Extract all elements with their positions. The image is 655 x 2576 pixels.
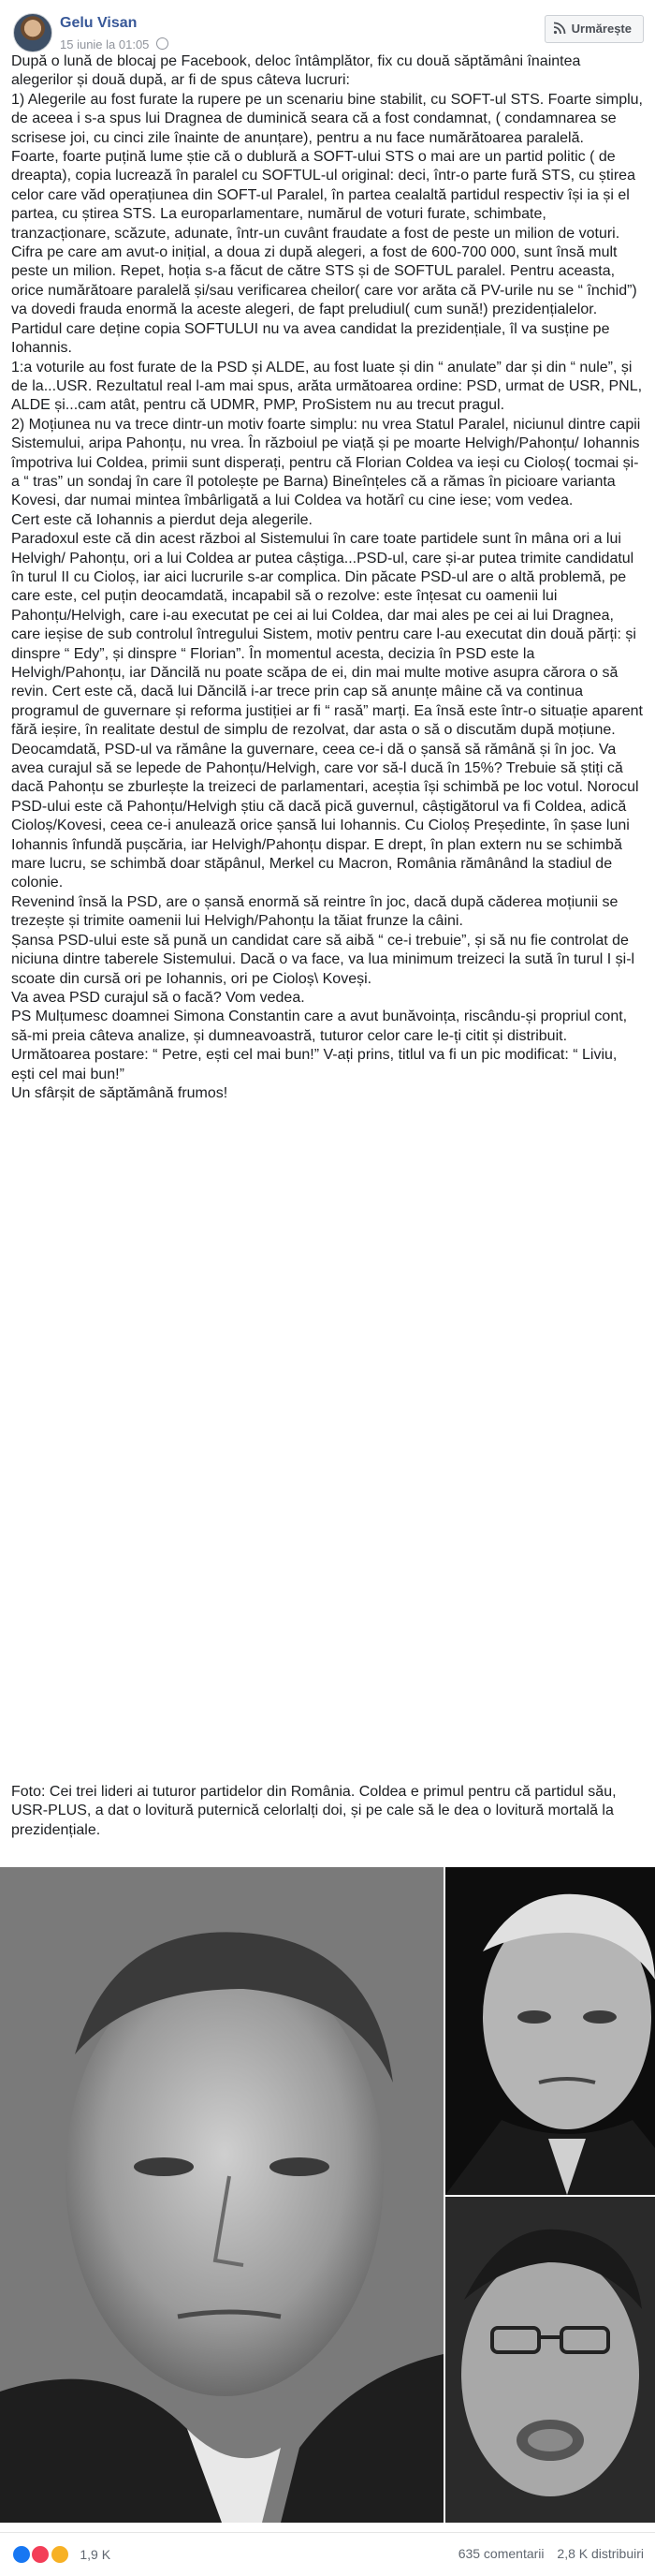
photo-top-right-portrait[interactable] — [445, 1867, 655, 2195]
comments-count[interactable]: 635 comentarii — [458, 2546, 545, 2561]
photo-caption: Foto: Cei trei lideri ai tuturor partidelor din România. Coldea e primul pentru că partidul său, USR-PLUS, a dat o lovitură puternică celorlalți doi, și pe cale să le dea o lovitură mortală la prezidențiale. — [11, 1784, 617, 1838]
post-meta — [60, 37, 168, 52]
author-name[interactable]: Gelu Visan — [60, 15, 138, 31]
reaction-count[interactable]: 1,9 K — [80, 2547, 111, 2562]
portrait-image — [445, 1867, 655, 2195]
post-timestamp[interactable]: 15 iunie la 01:05 — [60, 37, 150, 52]
author-avatar[interactable] — [13, 13, 52, 52]
love-icon — [30, 2544, 51, 2565]
photo-main-portrait[interactable] — [0, 1867, 444, 2523]
post-stats — [449, 2546, 644, 2561]
photo-collage[interactable] — [0, 1867, 655, 2523]
globe-icon — [156, 37, 168, 50]
like-icon — [11, 2544, 32, 2565]
shares-count[interactable]: 2,8 K distribuiri — [557, 2546, 644, 2561]
photo-bottom-right-portrait[interactable] — [445, 2197, 655, 2523]
portrait-image — [0, 1867, 444, 2523]
rss-feed-icon — [553, 22, 566, 35]
follow-label: Urmărește — [571, 22, 632, 36]
reactions-summary[interactable] — [11, 2544, 110, 2565]
post-footer — [0, 2532, 655, 2576]
wow-icon — [50, 2544, 70, 2565]
portrait-image — [445, 2197, 655, 2523]
follow-button[interactable] — [545, 15, 644, 43]
post-body-text: După o lună de blocaj pe Facebook, deloc întâmplător, fix cu două săptămâni înaintea alegerilor și două după, ar fi de spus câteva lucruri: 1) Alegerile au fost furate la rupere pe un scenariu bine stabilit, cu SOFT-ul STS. Foarte simplu, de aceea i s-a spus lui Dragnea de duminică seara că a fost condamnat, ( condamnarea se scrisese joi, cu cinci zile înainte de anunțare), pentru a nu face numărătoarea paralelă. Foarte, foarte puțină lume știe că o dublură a SOFT-ului STS o mai are un partid politic ( de dreapta), copia lucrează în paralel cu SOFTUL-ul original: deci, într-o parte fură STS, cu știrea celor care văd operațiunea din SOFT-ul Paralel, în partea cealaltă partidul respectiv își ia și el partea, cu știrea STS. La europarlamentare, numărul de voturi furate, schimbate, tranzacționare, scăzute, adunate, într-un cuvânt fraudate a fost de peste un milion de voturi. Cifra pe care am avut-o inițial, a doua zi după alegeri, a fost de 600-700 000, sunt însă mult peste un milion. Repet, hoția s-a făcut de către STS și de SOFTUL paralel. Pentru aceasta, orice numărătoare paralelă și/sau verificarea cheilor( care vor arăta că PV-urile nu se “ închid”) va dovedi frauda enormă la aceste alegeri, de fapt preludiul( cum sună!) prezidențialelor. Partidul care deține copia SOFTULUI nu va avea candidat la prezidențiale, îl va susține pe Iohannis. 1:a voturile au fost furate de la PSD și ALDE, au fost luate și din “ anulate” dar și din “ nule”, și de la...USR. Rezultatul real l-am mai spus, arăta următoarea ordine: PSD, urmat de USR, PNL, ALDE și...cam atât, pentru că UDMR, PMP, ProSistem nu au trecut pragul. 2) Moțiunea nu va trece dintr-un motiv foarte simplu: nu vrea Statul Paralel, niciunul dintre capii Sistemului, aripa Pahonțu, nu vrea. În războiul pe viață și pe moarte Helvigh/Pahonțu/ Iohannis împotriva lui Coldea, primii sunt disperați, pentru că Florian Coldea va ieși cu Cioloș( tocmai și-a “ tras” un sondaj în care îl potolește pe Barna) Bineînțeles că a rămas în picioare varianta Kovesi, dar numai mintea îmbârligată a lui Coldea va hotărî cu cine iese; vom vedea. Cert este că Iohannis a pierdut deja alegerile. Paradoxul este că din acest război al Sistemului în care toate partidele sunt în mâna ori a lui Helvigh/ Pahonțu, ori a lui Coldea ar putea câștiga...PSD-ul, care și-ar putea trimite candidatul în turul II cu Cioloș, iar aici lucrurile s-ar complica. Din păcate PSD-ul are o altă problemă, pe care este, cel puțin deocamdată, incapabil să o rezolve: este înțesat cu oamenii lui Pahonțu/Helvigh, care i-au executat pe cei ai lui Coldea, dar mai ales pe cei ai lui Dragnea, care ieșise de sub controlul întregului Sistem, motiv pentru care l-au executat din două părți: și dinspre “ Edy”, și dinspre “ Florian”. În momentul acesta, decizia în PSD este la Helvigh/Pahonțu, iar Dăncilă nu poate scăpa de ei, din mai multe motive asupra cărora o să revin. Cert este că, dacă lui Dăncilă i-ar trece prin cap să anunțe mâine că va continua programul de guvernare și reforma justiției ar fi “ rasă” marți. Ea însă este într-o situație aparent fără ieșire, în realitate destul de simplu de rezolvat, dar asta o să o discutăm după moțiune. Deocamdată, PSD-ul va rămâne la guvernare, ceea ce-i dă o șansă să rămână și în joc. Va avea curajul să se lepede de Pahonțu/Helvigh, care vor să-l ducă în 15%? Trebuie să știți că dacă Pahonțu se zburlește la treizeci de parlamentari, aceștia își schimbă pe loc votul. Norocul PSD-ului este că Pahonțu/Helvigh știu că dacă pică guvernul, câștigătorul va fi Coldea, adică Cioloș/Kovesi, ceea ce-i anulează orice șansă lui Iohannis. Cu Cioloș Președinte, în șase luni Iohannis înfundă pușcăria, iar Helvigh/Pahonțu dispar. E drept, în plan extern nu se schimbă mare lucru, se schimbă doar stăpânul, Merkel cu Macron, România rămânând la stadiul de colonie. Revenind însă la PSD, are o șansă enormă să reintre în joc, dacă după căderea moțiunii se trezește și trimite oamenii lui Helvigh/Pahonțu la tăiat frunze la câini. Șansa PSD-ului este să pună un candidat care să aibă “ ce-i trebuie”, și să nu fie controlat de niciuna dintre taberele Sistemului. Dacă o va face, va lua minimum treizeci la sută în turul I și-l scoate din cursă ori pe Iohannis, ori pe Cioloș\ Koveși. Va avea PSD curajul să o facă? Vom vedea. PS Mulțumesc doamnei Simona Constantin care a avut bunăvoința, riscându-și propriul cont, să-mi preia câteva analize, și dumneavoastră, tuturor celor care le-ți citit și distribuit. Următoarea postare: “ Petre, ești cel mai bun!” V-ați prins, titlul va fi un pic modificat: “ Liviu, ești cel mai bun!” Un sfârșit de săptămână frumos! — [11, 53, 643, 1101]
